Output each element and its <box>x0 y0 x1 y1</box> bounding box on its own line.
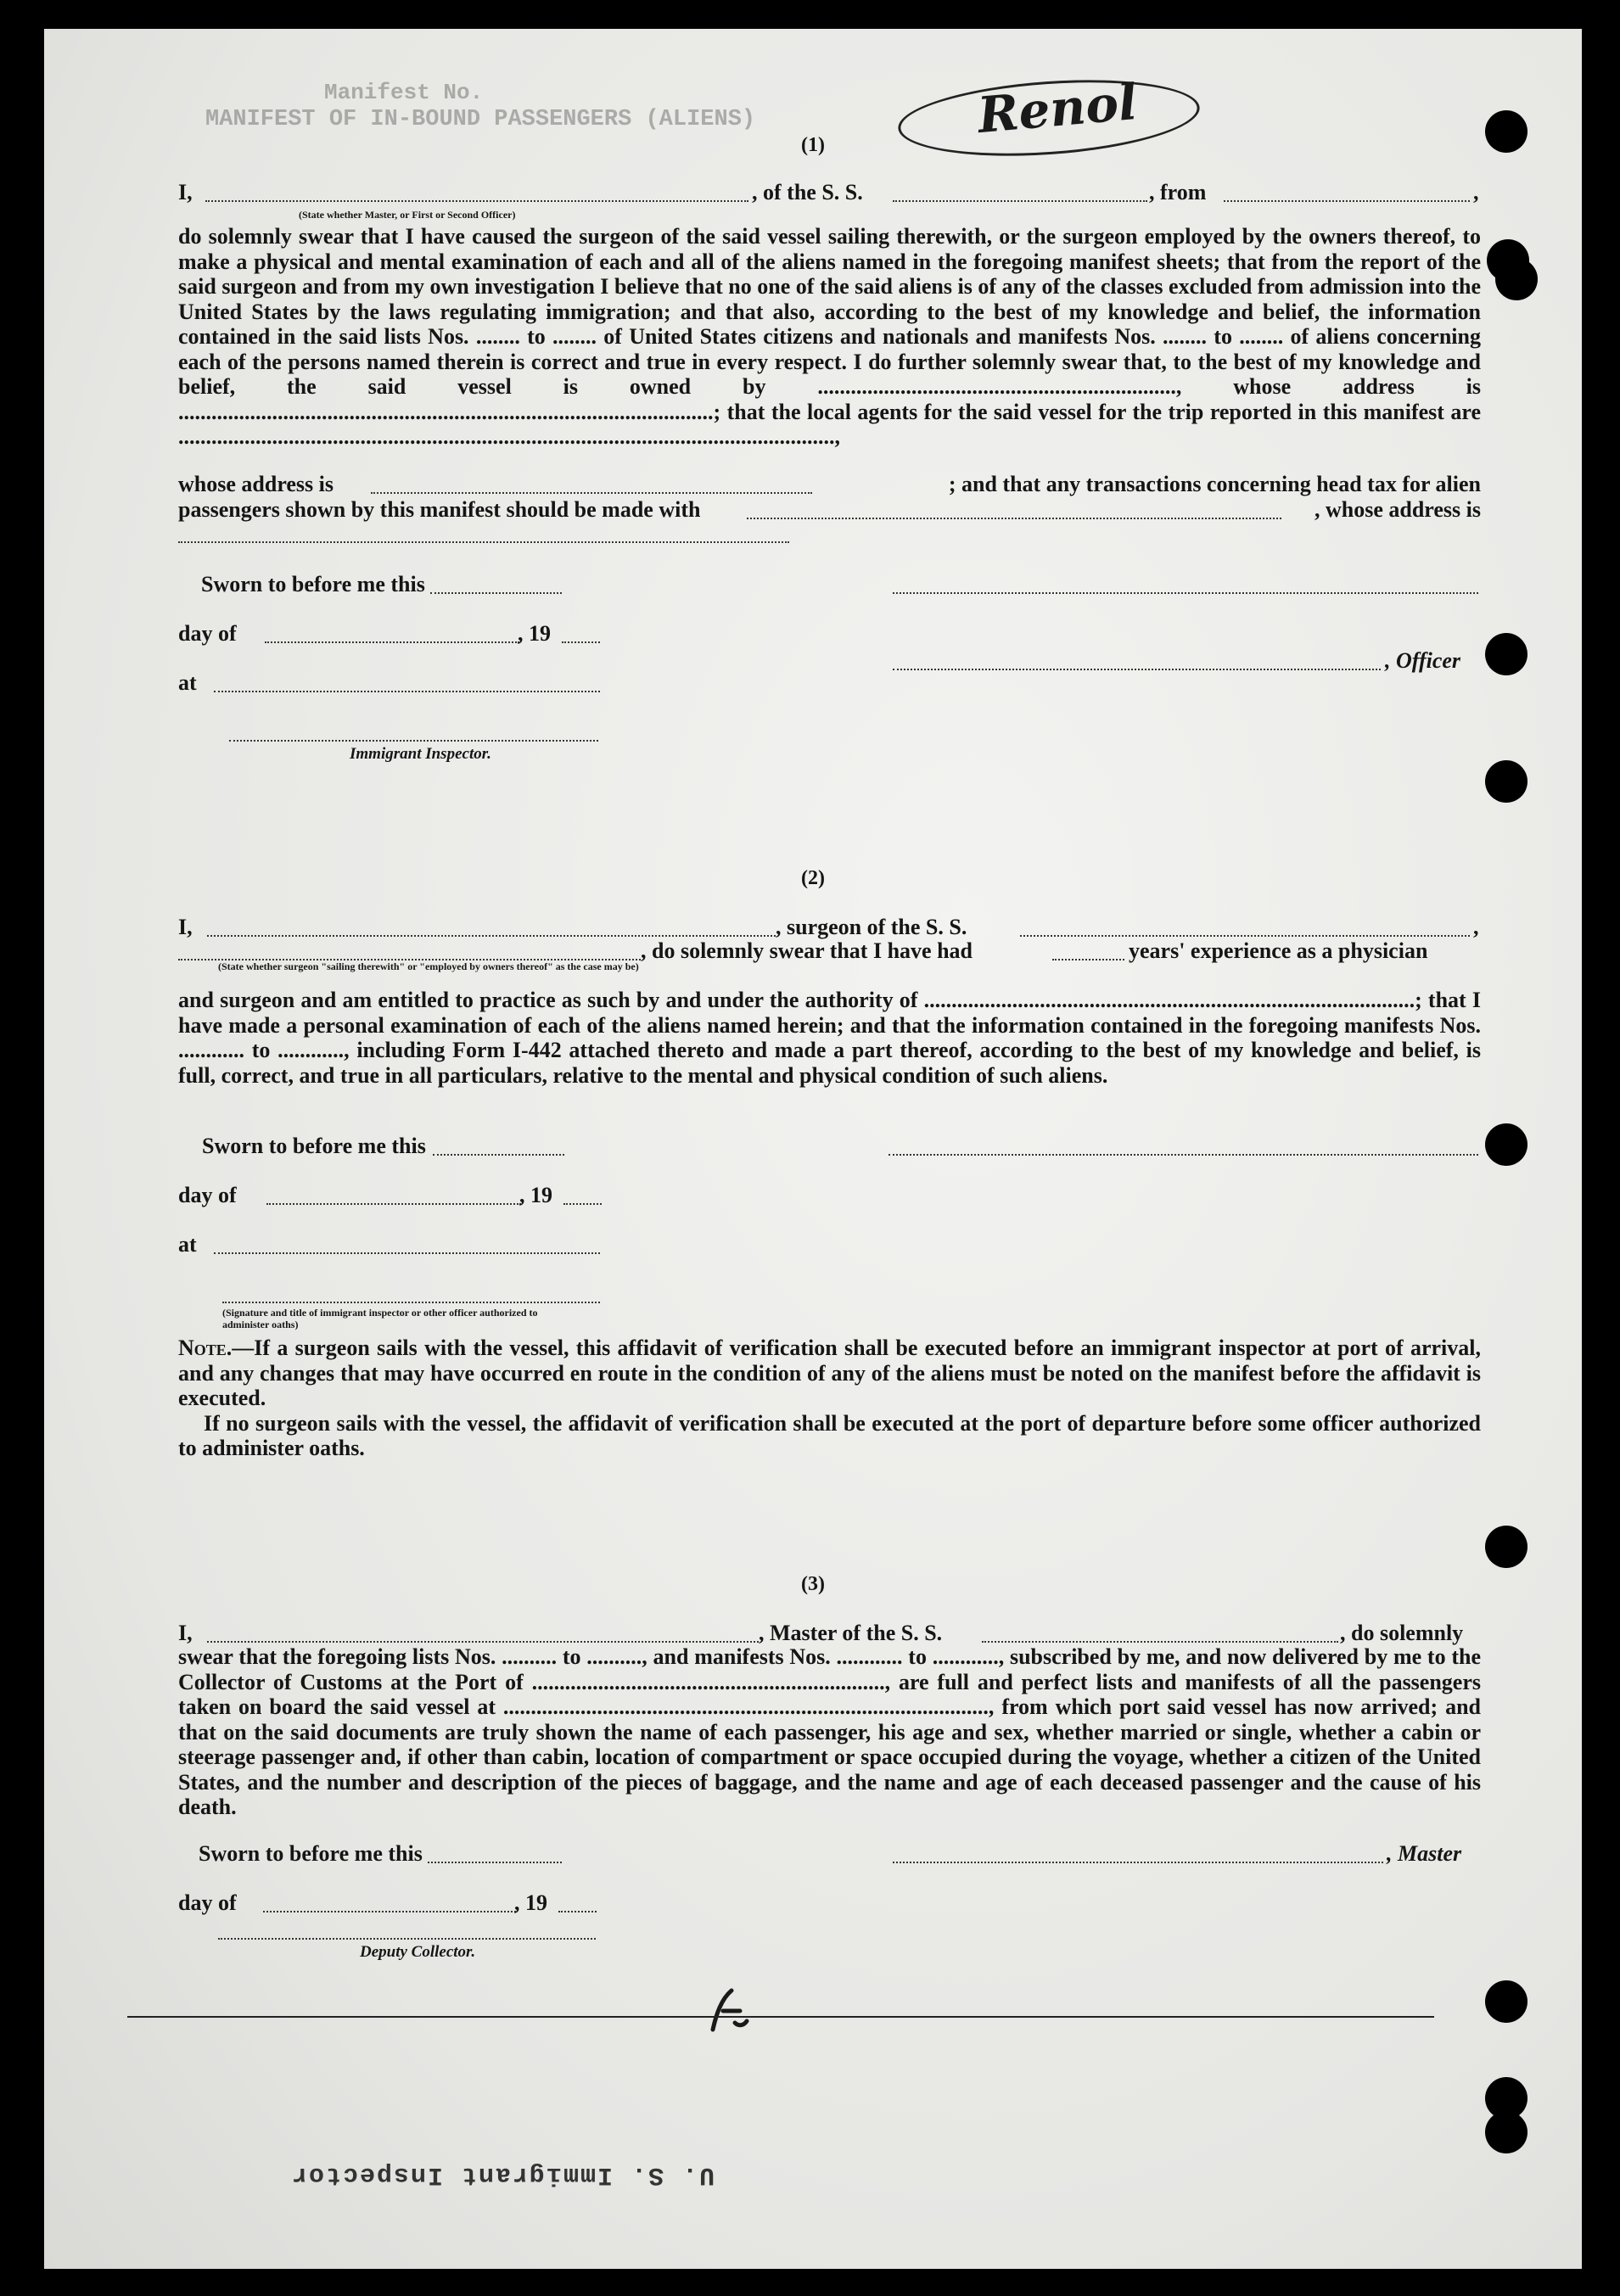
manifest-page <box>44 29 1582 2269</box>
blank-place-2 <box>214 1252 600 1254</box>
text: , <box>1473 180 1479 204</box>
text: ; and that any transactions concerning head tax for alien <box>948 472 1481 496</box>
immigrant-inspector-label: Immigrant Inspector. <box>350 745 491 763</box>
text: , surgeon of the S. S. <box>776 915 967 939</box>
section-2-number: (2) <box>801 867 825 889</box>
blank-ship-name-3 <box>982 1641 1338 1643</box>
section-3-body <box>178 1644 1481 1820</box>
at-label-2: at <box>178 1232 197 1257</box>
blank-year-3 <box>558 1911 597 1912</box>
note-label: Note. <box>178 1336 233 1360</box>
year-label-3: , 19 <box>514 1890 547 1915</box>
punch-hole <box>1485 1123 1528 1166</box>
blank-officer-name <box>205 200 748 202</box>
blank-place-1 <box>214 691 600 692</box>
text: , whose address is <box>1314 497 1481 522</box>
text: passengers shown by this manifest should be made with <box>178 497 701 522</box>
handwritten-mark <box>698 1980 757 2040</box>
blank-surgeon-name <box>207 935 776 937</box>
blank-officer-sig-2 <box>222 1302 600 1303</box>
day-of-label-2: day of <box>178 1183 237 1207</box>
blank-surgeon-sig <box>888 1154 1478 1156</box>
at-label-1: at <box>178 670 197 695</box>
blank-inspector-sig-1 <box>229 740 598 742</box>
text: whose address is <box>178 472 334 496</box>
signature-note: (Signature and title of immigrant inspector or other officer authorized to administer oaths) <box>222 1307 538 1330</box>
officer-note: (State whether Master, or First or Second Officer) <box>299 209 516 221</box>
blank-years <box>1052 959 1124 960</box>
officer-label <box>1385 648 1460 674</box>
punch-hole <box>1485 633 1528 675</box>
year-label-2: , 19 <box>519 1183 552 1207</box>
blank-month-3 <box>263 1911 516 1912</box>
text: I, <box>178 915 193 939</box>
text: I, <box>178 180 193 204</box>
inspector-stamp: U. S. Immigrant Inspector <box>290 2160 715 2189</box>
bleed-header-title: MANIFEST OF IN-BOUND PASSENGERS (ALIENS) <box>205 107 756 132</box>
section-2-body <box>178 988 1481 1088</box>
day-of-label-1: day of <box>178 621 237 646</box>
text: , <box>1473 915 1479 939</box>
blank-from-port <box>1224 200 1470 202</box>
punch-hole <box>1485 760 1528 803</box>
text: and surgeon and am entitled to practice as such by and under the authority of .........................................................................................; that I have made a personal examination of each of the aliens named herein; and that the information contained in the foregoing manifests Nos. ............ to ............, including Form I-442 attached thereto and made a part thereof, according to the best of my knowledge and belief, is full, correct, and true in all particulars, relative to the mental and physical condition of such aliens. <box>178 988 1481 1088</box>
text: , of the S. S. <box>752 180 863 204</box>
sworn-label-1: Sworn to before me this <box>201 572 425 596</box>
blank-ship-name <box>893 200 1147 202</box>
text: , Master of the S. S. <box>759 1621 943 1645</box>
sworn-label-2: Sworn to before me this <box>202 1134 426 1158</box>
handwritten-name: Renol <box>975 72 1140 145</box>
bottom-rule <box>127 2016 1434 2018</box>
blank-agent-address <box>371 492 812 494</box>
text: do solemnly swear that I have caused the surgeon of the said vessel sailing therewith, or the surgeon employed by the owners thereof, to make a physical and mental examination of each and all of the aliens named in the foregoing manifest sheets; that from the report of the said surgeon and from my own investigation I believe that no one of the said aliens is of any of the classes excluded from admission into the United States by the laws regulating immigration; and that also, according to the best of my knowledge and belief, the information contained in the said lists Nos. ........ to ........ of United States citizens and nationals and manifests Nos. ........ to ........ of aliens concerning each of the persons named therein is correct and true in every respect. I do further solemnly swear that, to the best of my knowledge and belief, the said vessel is owned by ................................................................., whose address is .................................................................................................; that the local agents for the said vessel for the trip reported in this manifest are ......................................................................................................................., <box>178 224 1481 449</box>
sworn-label-3: Sworn to before me this <box>199 1841 423 1866</box>
blank-collector-sig <box>218 1938 596 1940</box>
section-3-number: (3) <box>801 1573 825 1595</box>
blank-month-1 <box>265 641 519 643</box>
surgeon-note: (State whether surgeon "sailing therewith" or "employed by owners thereof" as the case may be) <box>218 960 639 972</box>
text: , Master <box>1387 1841 1462 1866</box>
punch-hole <box>1485 1980 1528 2023</box>
text: , do solemnly <box>1340 1621 1464 1645</box>
punch-hole <box>1485 110 1528 153</box>
section-2-note <box>178 1336 1481 1461</box>
blank-master-name <box>207 1641 759 1643</box>
blank-sworn-day-3 <box>428 1862 562 1863</box>
year-label-1: , 19 <box>518 621 551 646</box>
blank-head-tax-address <box>178 541 789 543</box>
day-of-label-3: day of <box>178 1890 237 1915</box>
text: , from <box>1149 180 1207 204</box>
punch-hole <box>1485 1526 1528 1568</box>
blank-master-sig <box>893 1862 1383 1863</box>
deputy-collector-label: Deputy Collector. <box>360 1943 476 1961</box>
blank-officer-sig-top <box>893 592 1478 594</box>
blank-officer-sig <box>893 669 1381 670</box>
text: If no surgeon sails with the vessel, the affidavit of verification shall be executed at the port of departure before some officer authorized to administer oaths. <box>178 1410 1481 1460</box>
text: swear that the foregoing lists Nos. .......... to .........., and manifests Nos. ............ to ............, subscribed by me, and now delivered by me to the Collector of Customs at the Port of ................................................................, are full and perfect lists and manifests of all the passengers taken on board the said vessel at ........................................................................................, from which port said vessel has now arrived; and that on the said documents are truly shown the name of each passenger, his age and sex, whether married or single, whether a cabin or steerage passenger and, if other than cabin, location of compartment or space occupied during the voyage, whether a citizen of the United States, and the number and description of the pieces of baggage, and the name and age of each deceased passenger and the cause of his death. <box>178 1644 1481 1819</box>
blank-sworn-day-2 <box>433 1154 564 1156</box>
punch-hole <box>1495 258 1538 300</box>
bleed-manifest-no: Manifest No. <box>324 80 484 105</box>
blank-year-1 <box>562 641 600 643</box>
text: , do solemnly swear that I have had <box>641 938 973 963</box>
text: —If a surgeon sails with the vessel, this affidavit of verification shall be executed before an immigrant inspector at port of arrival, and any changes that may have occurred en route in the condition of any of the aliens must be noted on the manifest before the affidavit is executed. <box>178 1336 1481 1410</box>
text: , Officer <box>1385 648 1461 673</box>
text: I, <box>178 1621 193 1645</box>
blank-month-2 <box>266 1203 521 1205</box>
blank-year-2 <box>563 1203 602 1205</box>
section-1-body <box>178 224 1481 450</box>
blank-sworn-day-1 <box>430 592 562 594</box>
master-label <box>1387 1841 1461 1867</box>
text: years' experience as a physician <box>1129 938 1428 963</box>
blank-head-tax-agent <box>747 518 1281 519</box>
punch-hole <box>1485 2111 1528 2153</box>
blank-ship-name-2 <box>1020 935 1470 937</box>
section-1-number: (1) <box>801 134 825 156</box>
